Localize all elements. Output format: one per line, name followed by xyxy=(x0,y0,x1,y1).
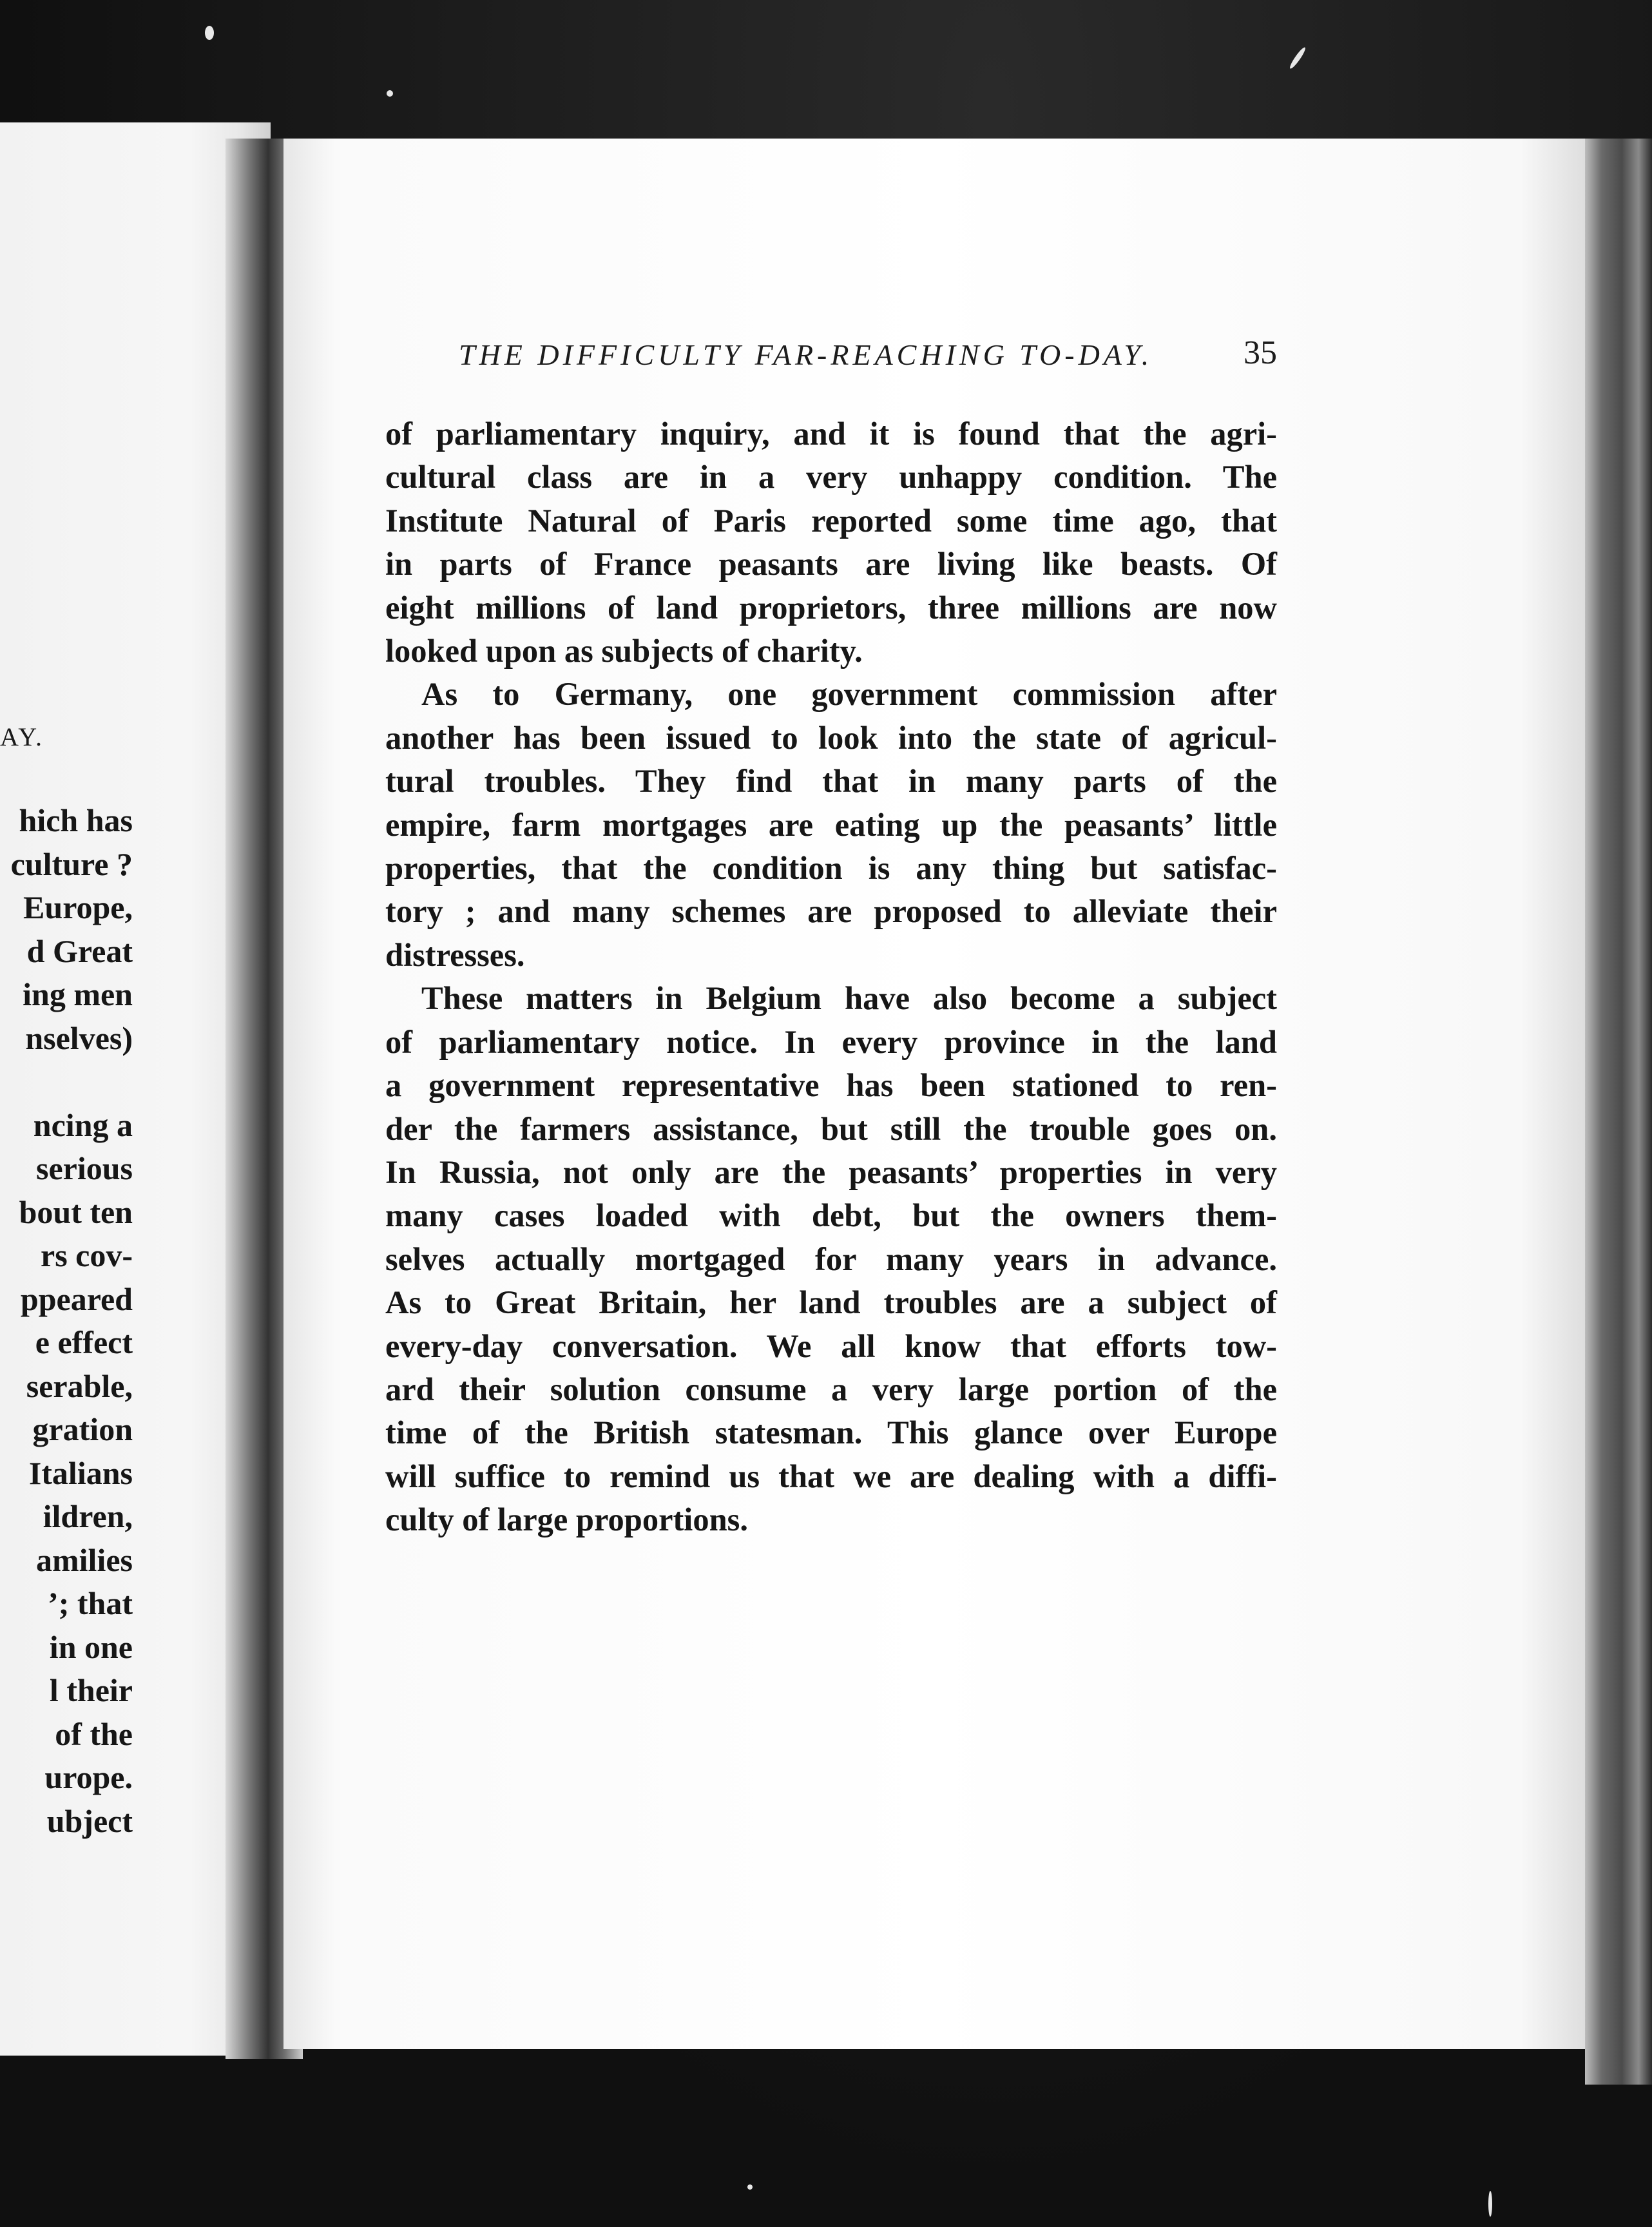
left-page-heading-fragment: AY. xyxy=(0,722,44,751)
text-line: of parliamentary inquiry, and it is found that the agri- xyxy=(385,416,1277,452)
left-line: hich has xyxy=(19,802,133,838)
text-line: tural troubles. They find that in many parts of the xyxy=(385,763,1277,800)
left-line: amilies xyxy=(36,1541,133,1578)
paragraph xyxy=(385,412,1277,673)
text-line: As to Germany, one government commission after xyxy=(421,676,1277,713)
text-line: These matters in Belgium have also become a subject xyxy=(421,980,1277,1017)
page-edge xyxy=(1585,139,1652,2085)
text-line: empire, farm mortgages are eating up the peasants’ little xyxy=(385,806,1277,843)
left-line: culture ? xyxy=(10,845,133,882)
page-number: 35 xyxy=(1244,334,1277,371)
left-line: ’; that xyxy=(48,1585,133,1621)
text-line: cultural class are in a very unhappy condition. The xyxy=(385,459,1277,496)
text-line: of parliamentary notice. In every province in the land xyxy=(385,1023,1277,1060)
text-line: As to Great Britain, her land troubles are a subject of xyxy=(385,1284,1277,1321)
text-line: eight millions of land proprietors, three millions are now xyxy=(385,589,1277,626)
text-line: another has been issued to look into the state of agricul- xyxy=(385,719,1277,756)
paragraph xyxy=(385,977,1277,1541)
text-line: culty of large proportions. xyxy=(385,1501,748,1538)
text-line: looked upon as subjects of charity. xyxy=(385,633,863,670)
scan-speck xyxy=(387,90,393,97)
left-line: gration xyxy=(32,1411,133,1447)
text-line: many cases loaded with debt, but the owners them- xyxy=(385,1197,1277,1234)
text-line: time of the British statesman. This glance over Europe xyxy=(385,1414,1277,1451)
left-page-text xyxy=(11,799,133,1843)
text-line: In Russia, not only are the peasants’ properties in very xyxy=(385,1153,1277,1190)
left-line: rs cov- xyxy=(41,1237,133,1273)
text-line: in parts of France peasants are living like beasts. Of xyxy=(385,546,1277,583)
text-line: properties, that the condition is any thing but satisfac- xyxy=(385,850,1277,887)
text-line: der the farmers assistance, but still the trouble goes on. xyxy=(385,1110,1277,1147)
left-line: ppeared xyxy=(20,1280,133,1317)
left-line: Italians xyxy=(28,1454,133,1491)
left-line: urope. xyxy=(44,1759,133,1795)
left-line: in one xyxy=(49,1628,133,1665)
left-line: Europe, xyxy=(23,889,133,925)
left-line: d Great xyxy=(26,932,133,969)
left-line xyxy=(11,1060,133,1104)
body-text xyxy=(385,412,1277,1542)
scan-speck xyxy=(1488,2191,1492,2217)
left-line: serable, xyxy=(26,1367,133,1404)
scan-speck xyxy=(1288,46,1307,70)
left-line: ubject xyxy=(46,1802,133,1839)
left-line: serious xyxy=(36,1150,133,1186)
text-line: a government representative has been stationed to ren- xyxy=(385,1067,1277,1104)
paragraph xyxy=(385,673,1277,977)
left-line: ncing a xyxy=(33,1106,133,1143)
text-line: Institute Natural of Paris reported some time ago, that xyxy=(385,502,1277,539)
left-line: bout ten xyxy=(19,1193,133,1230)
scan-speck xyxy=(205,26,214,40)
text-line: selves actually mortgaged for many years in advance. xyxy=(385,1240,1277,1277)
left-line: nselves) xyxy=(25,1019,133,1056)
text-line: will suffice to remind us that we are dealing with a diffi- xyxy=(385,1458,1277,1494)
left-line: l their xyxy=(49,1672,133,1708)
text-line: every-day conversation. We all know that efforts tow- xyxy=(385,1327,1277,1364)
text-line: ard their solution consume a very large portion of the xyxy=(385,1371,1277,1407)
running-head-title: THE DIFFICULTY FAR-REACHING TO-DAY. xyxy=(459,338,1153,371)
scan-speck xyxy=(747,2184,753,2190)
running-head xyxy=(459,334,1277,379)
left-line: e effect xyxy=(35,1324,133,1360)
left-line: ildren, xyxy=(43,1498,133,1534)
text-line: tory ; and many schemes are proposed to alleviate their xyxy=(385,893,1277,930)
left-line: of the xyxy=(55,1715,133,1752)
left-line: ing men xyxy=(23,976,133,1012)
text-line: distresses. xyxy=(385,936,525,973)
